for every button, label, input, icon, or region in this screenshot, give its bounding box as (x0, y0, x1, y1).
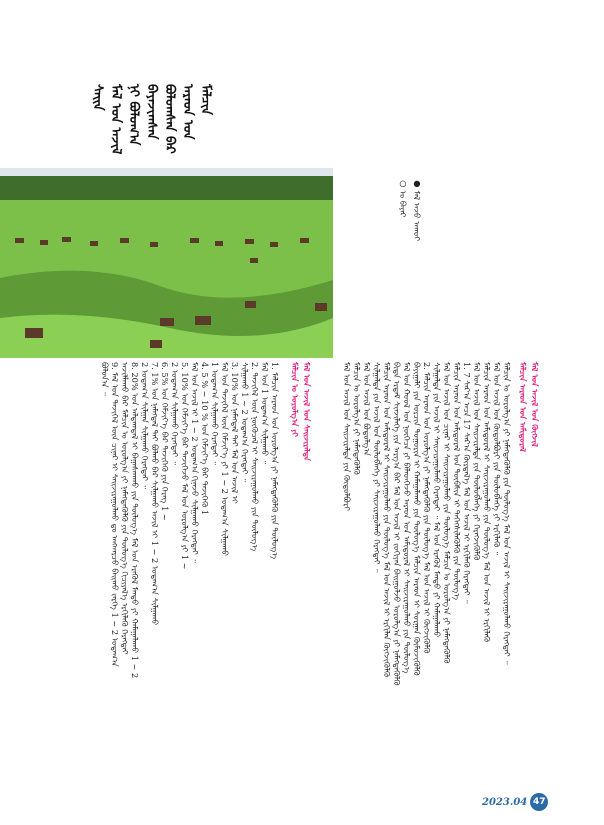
body-column: ᠮᠠᠯ ᠤᠨ ᠠᠵᠢᠯ ᠤᠨ ᠬᠥᠲᠥᠯᠪᠦᠷᠢ ᠶᠢᠨ ᠲᠥᠯᠥᠪᠯᠡᠭᠡ ᠶᠢ ᠡᠷᠬᠢᠯᠡᠬᠦ ᠃ (492, 362, 502, 556)
circle-icon: ○ (398, 178, 408, 191)
body-column: ᠮᠠᠯᠴᠢᠨ ᠤ ᠣᠷᠣᠯᠭ᠎ᠠ ᠶᠢ ᠨᠡᠮᠡᠭᠳᠡᠭᠦᠯᠬᠦ (352, 362, 362, 475)
body-column: ᠠᠵᠢᠯᠯᠠᠬᠤ ᠪᠡᠷ ᠮᠠᠯᠴᠢᠨ ᠤ ᠣᠷᠣᠯᠭ᠎ᠠ ᠶᠢ ᠨᠡᠮᠡᠭᠳᠡᠭᠦᠯᠬᠦ ᠶᠢᠨ ᠲᠥᠯᠥᠭ᠎ᠡ ᠬᠢᠴᠢᠶᠡᠯ᠎ᠡ ᠡᠷᠬᠢᠯᠡᠬᠦ ᠬᠡᠷᠡᠭᠲᠡᠢ (120, 362, 130, 655)
body-column: ᠮᠠᠯ ᠤᠨ 1 ᠤᠳᠠᠭ᠎ᠠ ᠰᠢᠯᠭᠠᠬᠤ ᠃ (260, 362, 270, 465)
title-line-1: ᠮᠠᠯᠴᠢᠨ (198, 84, 213, 115)
tree-line (0, 176, 333, 202)
body-column: ᠰᠢᠯᠭᠠᠯᠲᠠ ᠶᠢᠨ ᠠᠵᠢᠯ ᠤᠨ ᠲᠥᠯᠥᠪᠯᠡᠭᠡ ᠶᠢ ᠰᠠᠢᠵᠢᠷᠠᠭᠤᠯᠬᠤ ᠬᠡᠷᠡᠭᠲᠡᠢ ᠃ (372, 362, 382, 573)
body-column: 5. 10% ᠤᠨ ᠬᠡᠮᠵᠢᠶ᠎ᠡ ᠪᠡᠷ ᠲᠡᠵᠢᠭᠡᠵᠦ ᠮᠠᠯ ᠤᠨ ᠣᠷᠣᠯᠭ᠎ᠠ ᠶᠢ 1 ~ (180, 362, 190, 570)
magenta-heading: ᠮᠠᠯ ᠤᠨ ᠠᠵᠢᠯ ᠤᠨ ᠰᠠᠢᠵᠢᠷᠠᠯᠲᠠ (302, 362, 312, 461)
body-column: 2 ᠤᠳᠠᠭ᠎ᠠ ᠰᠢᠯᠭᠠᠨ ᠰᠢᠯᠭᠠᠬᠤ ᠬᠡᠷᠡᠭᠲᠡᠢ ᠃ (140, 362, 150, 489)
body-column: 3. 10% ᠤᠨ ᠨᠡᠮᠡᠭᠳᠡᠯ ᠲᠠᠢ ᠮᠠᠯ ᠤᠨ ᠠᠵᠢᠯ ᠢ (230, 362, 240, 504)
body-column: ᠮᠠᠯ ᠤᠨ ᠬᠣᠣᠯ ᠤᠨ ᠨᠥᠭᠡᠴᠡ ᠶᠢ ᠪᠡᠯᠡᠳᠬᠡᠵᠦ ᠠᠷᠠᠳ ᠤᠨ ᠠᠮᠢᠳᠤᠷᠠᠯ ᠢ ᠰᠠᠢᠵᠢᠷᠠᠭᠤᠯᠬᠤ ᠶᠢᠨ ᠲᠥᠯᠥᠭ᠎ᠡ (402, 362, 412, 674)
title-line-3: ᠪᠣᠯᠤᠭᠰᠠᠨ ᠪᠡᠷ (162, 84, 177, 154)
byline-affiliation (410, 178, 424, 248)
byline-author (396, 178, 410, 248)
title-line-5: ᠨᠢ ᠪᠣᠯᠤᠭ᠎ᠠ (126, 84, 141, 146)
body-column: 9. ᠮᠠᠯ ᠤᠨ ᠲᠡᠵᠢᠭᠡᠯ ᠦᠨ ᠴᠢᠨᠠᠷ ᠢ ᠰᠠᠢᠵᠢᠷᠠᠭᠤᠯᠬᠤ ᠳᠤ ᠠᠩᠬᠠᠷᠴᠤ ᠪᠠᠢᠬᠤ ᠵᠡᠷᠭᠡ 1 ~ 2 ᠤᠳᠠᠭ᠎ᠠ (110, 362, 120, 667)
body-column: ᠪᠢᠳᠡ ᠡᠷᠳᠡᠮ ᠰᠢᠨᠵᠢᠯᠡᠭᠡ ᠶᠢᠨ ᠠᠷᠭ᠎ᠠ ᠪᠠᠷ ᠮᠠᠯ ᠤᠨ ᠠᠵᠢᠯ ᠢ ᠵᠣᠬᠢᠶᠠᠨ ᠪᠠᠢᠭᠤᠯᠵᠤ ᠣᠷᠣᠯᠭ᠎ᠠ ᠶᠢ ᠨᠡᠮᠡᠭᠳᠡᠭᠦᠯᠬᠦ (392, 362, 402, 686)
body-column: ᠮᠠᠯ ᠤᠨ ᠠᠵᠢᠯ ᠤᠨ ᠴᠢᠨᠠᠷ ᠢ ᠰᠠᠢᠵᠢᠷᠠᠭᠤᠯᠬᠤ ᠶᠢᠨ ᠲᠥᠯᠥᠭ᠎ᠡ ᠮᠠᠯᠴᠢᠨ ᠤ ᠣᠷᠣᠯᠭ᠎ᠠ ᠶᠢ ᠨᠡᠮᠡᠭᠳᠡᠭᠦᠯᠬᠦ (442, 362, 452, 664)
author-name: ᠣ ᠪᠠᠶᠠᠷ (398, 190, 408, 218)
body-column: 1 ᠤᠳᠠᠭ᠎ᠠ ᠰᠢᠯᠭᠠᠬᠤ ᠬᠡᠷᠡᠭᠲᠡᠢ ᠃ (210, 362, 220, 466)
title-line-6: ᠮᠠᠯ ᠤᠨ ᠠᠵᠢᠯ (108, 84, 123, 155)
body-column: 4. 5 % ~ 10 % ᠤᠨ ᠬᠡᠮᠵᠢᠶ᠎ᠡ ᠪᠡᠷ ᠲᠡᠵᠢᠭᠡᠬᠦ 1 (200, 362, 210, 516)
body-column: 2 ᠤᠳᠠᠭ᠎ᠠ ᠰᠢᠯᠭᠠᠬᠤ ᠬᠡᠷᠡᠭᠲᠡᠢ ᠃ (170, 362, 180, 466)
affiliation-text: ᠮᠠᠯ ᠠᠵᠤ ᠠᠬᠤᠢ (412, 190, 422, 242)
issue-number: 2023.04 (482, 796, 528, 808)
body-column: ᠮᠠᠯ ᠤᠨ ᠲᠡᠵᠢᠭᠡᠯ ᠦᠨ ᠬᠡᠮᠵᠢᠶ᠎ᠡ ᠶᠢ 1 ~ 2 ᠤᠳᠠᠭ᠎ᠠ ᠰᠢᠯᠭᠠᠬᠤ (220, 362, 230, 556)
page-footer (482, 792, 548, 812)
pasture-illustration (0, 168, 333, 358)
body-column: ᠰᠢᠯᠭᠠᠯᠲᠠ ᠶᠢᠨ ᠠᠵᠢᠯ ᠢ ᠰᠠᠢᠵᠢᠷᠠᠭᠤᠯᠬᠤ ᠬᠡᠷᠡᠭᠲᠡᠢ ᠃ ᠮᠠᠯ ᠤᠨ ᠡᠷᠡᠭᠦᠯ ᠮᠡᠨᠳᠦ ᠶᠢ ᠬᠠᠮᠠᠭᠠᠯᠠᠬᠤ (432, 362, 442, 638)
pasture-cattle-photo (0, 168, 333, 358)
body-column: ᠮᠠᠯ ᠤᠨ ᠠᠵᠢᠯ ᠤᠨ ᠰᠠᠢᠵᠢᠷᠠᠯᠲᠠ ᠶᠢᠨ ᠲᠥᠯᠥᠪᠯᠡᠭᠡ ᠶᠢ ᠬᠡᠷᠡᠭᠵᠢᠭᠦᠯᠬᠦ (472, 362, 482, 561)
body-column: 1. 7 ᠰᠠᠷ᠎ᠠ ᠠᠴᠠ 17 ᠰᠠᠷ᠎ᠠ ᠬᠦᠷᠲᠡᠯ᠎ᠡ ᠮᠠᠯ ᠤᠨ ᠠᠵᠢᠯ ᠢ ᠡᠷᠬᠢᠯᠡᠬᠦ ᠬᠡᠷᠡᠭᠲᠡᠢ ᠃ (462, 362, 472, 604)
body-column: ᠮᠠᠯᠴᠢᠨ ᠠᠷᠠᠳ ᠤᠨ ᠠᠮᠢᠳᠤᠷᠠᠯ ᠢ ᠰᠠᠢᠵᠢᠷᠠᠭᠤᠯᠬᠤ ᠶᠢᠨ ᠲᠥᠯᠥᠭ᠎ᠡ ᠮᠠᠯ ᠤᠨ ᠠᠵᠢᠯ ᠢ ᠡᠷᠬᠢᠯᠡᠨ ᠬᠥᠭᠵᠢᠭᠦᠯᠬᠦ (382, 362, 392, 678)
title-line-2: ᠠᠷᠠᠳ ᠤᠨ (180, 84, 195, 140)
title-line-7: ᠰᠠᠢᠨ (90, 84, 105, 111)
magenta-heading: ᠮᠠᠯ ᠤᠨ ᠠᠵᠢᠯ ᠤᠨ ᠬᠥᠭᠵᠢᠯ (530, 362, 540, 447)
bullet-icon: ● (412, 178, 422, 191)
body-column: 6. 5% ᠤᠨ ᠬᠡᠮᠵᠢᠶ᠎ᠡ ᠪᠡᠷ ᠲᠡᠵᠢᠭᠡᠬᠦ ᠶᠢᠨ ᠬᠡᠷᠡᠭ 1 ~ (160, 362, 170, 521)
body-column: 8. 20% ᠤᠨ ᠠᠯᠳᠠᠭᠳᠠᠯ ᠢ ᠪᠠᠭᠠᠰᠬᠠᠬᠤ ᠶᠢᠨ ᠲᠥᠯᠥᠭ᠎ᠡ ᠮᠠᠯ ᠤᠨ ᠡᠷᠡᠭᠦᠯ ᠮᠡᠨᠳᠦ ᠶᠢ ᠬᠠᠮᠠᠭᠠᠯᠠᠬᠤ 1 ~ 2 (130, 362, 140, 679)
body-column: 2. ᠮᠠᠯᠴᠢᠨ ᠠᠷᠠᠳ ᠤᠨ ᠣᠷᠣᠯᠭ᠎ᠠ ᠶᠢ ᠨᠡᠮᠡᠭᠳᠡᠭᠦᠯᠬᠦ ᠶᠢᠨ ᠲᠥᠯᠥᠭ᠎ᠡ ᠮᠠᠯ ᠤᠨ ᠠᠵᠢᠯ ᠢ ᠬᠥᠭᠵᠢᠭᠦᠯᠬᠦ (422, 362, 432, 654)
body-column: ᠮᠠᠯᠴᠢᠨ ᠠᠷᠠᠳ ᠤᠨ ᠠᠮᠢᠳᠤᠷᠠᠯ ᠢ ᠰᠠᠢᠵᠢᠷᠠᠭᠤᠯᠬᠤ ᠶᠢᠨ ᠲᠥᠯᠥᠭ᠎ᠡ ᠮᠠᠯ ᠤᠨ ᠠᠵᠢᠯ ᠢ ᠡᠷᠬᠢᠯᠡᠬᠦ (482, 362, 492, 643)
body-column: ᠮᠠᠯ ᠤᠨ ᠠᠵᠢᠯ ᠤᠨ ᠰᠠᠢᠵᠢᠷᠠᠯᠲᠠ ᠶᠢᠨ ᠬᠥᠲᠥᠯᠪᠦᠷᠢ (342, 362, 352, 511)
magenta-heading: ᠮᠠᠯᠴᠢᠨ ᠠᠷᠠᠳ ᠤᠨ ᠠᠮᠢᠳᠤᠷᠠᠯ (518, 362, 528, 452)
body-column: ᠮᠠᠯᠴᠢᠨ ᠠᠷᠠᠳ ᠤᠨ ᠠᠮᠢᠳᠤᠷᠠᠯ ᠤᠨ ᠲᠦᠪᠰᠢᠨ ᠢ ᠳᠡᠭᠡᠭᠰᠢᠯᠡᠭᠦᠯᠬᠦ ᠶᠢᠨ ᠲᠥᠯᠥᠭ᠎ᠡ (452, 362, 462, 601)
body-column: 2. ᠲᠡᠵᠢᠭᠡᠯ ᠦᠨ ᠨᠥᠬᠥᠴᠡᠯ ᠢ ᠰᠠᠢᠵᠢᠷᠠᠭᠤᠯᠬᠤ ᠶᠢᠨ ᠲᠥᠯᠥᠭ᠎ᠡ (250, 362, 260, 552)
page-number: 47 (530, 793, 548, 811)
body-column: ᠮᠠᠯ ᠤᠨ ᠠᠵᠢᠯ ᠤᠨ ᠪᠣᠳᠤᠯᠭ᠎ᠠ (362, 362, 372, 456)
body-column: ᠰᠢᠯᠭᠠᠬᠤ 1 ~ 2 ᠤᠳᠠᠭ᠎ᠠ ᠬᠡᠷᠡᠭᠲᠡᠢ ᠃ (240, 362, 250, 483)
body-column: 7. 1% ᠤᠨ ᠨᠡᠮᠡᠭᠳᠡᠯ ᠲᠠᠢ ᠪᠣᠯᠬᠤ ᠪᠠᠷ ᠰᠢᠯᠭᠠᠬᠤ ᠠᠵᠢᠯ ᠢ 1 ~ 2 ᠤᠳᠠᠭ᠎ᠠ ᠰᠢᠯᠭᠠᠬᠤ (150, 362, 160, 626)
body-column: 1. ᠮᠠᠯᠴᠢᠨ ᠠᠷᠠᠳ ᠤᠨ ᠣᠷᠣᠯᠭ᠎ᠠ ᠶᠢ ᠨᠡᠮᠡᠭᠳᠡᠭᠦᠯᠬᠦ ᠶᠢᠨ ᠲᠥᠯᠥᠭ᠎ᠡ (270, 362, 280, 560)
title-line-4: ᠪᠠᠶᠠᠵᠢᠭᠰᠠᠨ (144, 84, 159, 140)
body-column: ᠮᠠᠯᠴᠢᠨ ᠤ ᠣᠷᠣᠯᠭ᠎ᠠ ᠶᠢ ᠨᠡᠮᠡᠭᠳᠡᠭᠦᠯᠬᠦ ᠶᠢᠨ ᠲᠥᠯᠥᠭ᠎ᠡ ᠮᠠᠯ ᠤᠨ ᠠᠵᠢᠯ ᠢ ᠰᠠᠢᠵᠢᠷᠠᠭᠤᠯᠬᠤ ᠬᠡᠷᠡᠭᠲᠡᠢ ᠃ (502, 362, 512, 665)
body-column: ᠪᠣᠯᠤᠨ᠎ᠠ ᠃ (100, 362, 110, 396)
magenta-heading: ᠮᠠᠯᠴᠢᠨ ᠤ ᠣᠷᠣᠯᠭ᠎ᠠ ᠶᠢ (290, 362, 300, 437)
body-column: ᠮᠠᠯ ᠤᠨ ᠠᠵᠢᠯ ᠢ 1 ~ 2 ᠤᠳᠠᠭ᠎ᠠ ᠬᠢᠨᠠᠵᠤ ᠰᠢᠯᠭᠠᠬᠤ ᠬᠡᠷᠡᠭᠲᠡᠢ ᠃ (190, 362, 200, 563)
body-column: ᠪᠠᠶᠢᠭᠠᠯᠢ ᠶᠢᠨ ᠣᠷᠴᠢᠨ ᠲᠣᠭᠣᠷᠢᠨ ᠢ ᠬᠠᠮᠠᠭᠠᠯᠠᠬᠤ ᠶᠢᠨ ᠲᠥᠯᠥᠭ᠎ᠡ ᠮᠠᠯᠴᠢᠨ ᠠᠷᠠᠳ ᠢ ᠰᠤᠷᠭᠠᠨ ᠬᠥᠮᠦᠵᠢᠭᠦᠯᠬᠦ (412, 362, 422, 676)
